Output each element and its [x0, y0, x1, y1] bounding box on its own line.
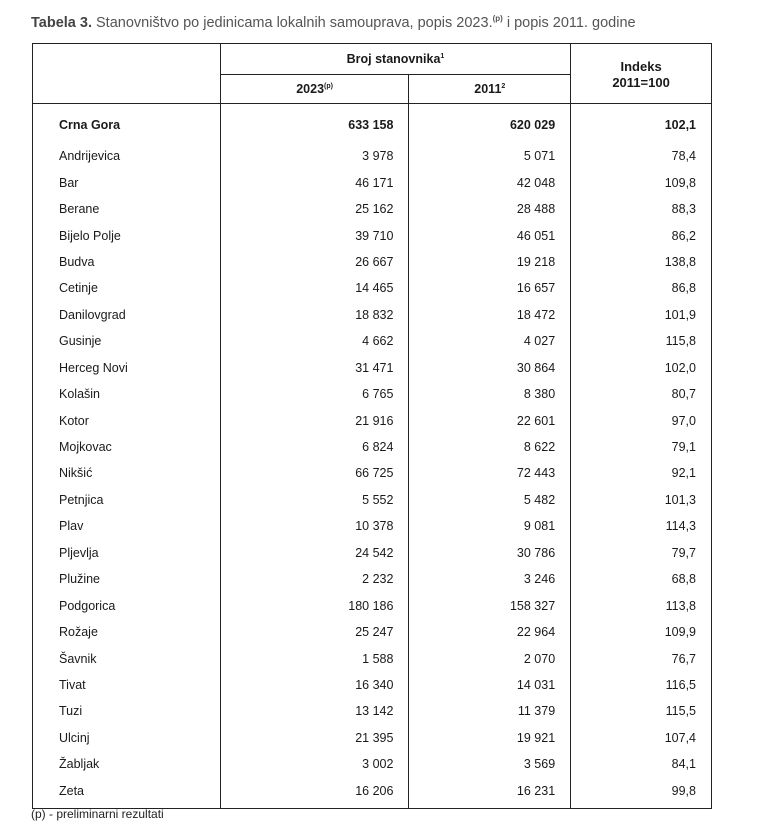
municipality-name: Danilovgrad [33, 302, 221, 328]
population-2011: 22 964 [409, 619, 571, 645]
table-row [33, 566, 712, 592]
population-2011: 11 379 [409, 698, 571, 724]
table-title [31, 14, 636, 31]
municipality-name: Kolašin [33, 381, 221, 407]
table-row [33, 328, 712, 354]
population-2023: 46 171 [220, 169, 409, 195]
index-value: 88,3 [571, 196, 712, 222]
index-value: 138,8 [571, 249, 712, 275]
index-value: 116,5 [571, 672, 712, 698]
population-2011: 158 327 [409, 592, 571, 618]
table-row [33, 698, 712, 724]
header-2011: 2011$^2$ [409, 75, 571, 104]
population-2011: 72 443 [409, 460, 571, 486]
index-value: 79,7 [571, 540, 712, 566]
municipality-name: Žabljak [33, 751, 221, 777]
municipality-name: Podgorica [33, 592, 221, 618]
population-2023: 2 232 [220, 566, 409, 592]
table-row [33, 381, 712, 407]
population-2011: 2 070 [409, 645, 571, 671]
index-value: 102,0 [571, 355, 712, 381]
total-row [33, 104, 712, 144]
population-2011: 19 921 [409, 725, 571, 751]
population-2011: 3 569 [409, 751, 571, 777]
population-2011: 19 218 [409, 249, 571, 275]
population-2011: 42 048 [409, 169, 571, 195]
municipality-name: Petnjica [33, 487, 221, 513]
table-row [33, 645, 712, 671]
index-value: 76,7 [571, 645, 712, 671]
table-row [33, 222, 712, 248]
table-row [33, 196, 712, 222]
table-row [33, 407, 712, 433]
table-row [33, 487, 712, 513]
index-value: 99,8 [571, 778, 712, 809]
table-row [33, 592, 712, 618]
title-sup: (p) [492, 14, 503, 23]
table-row [33, 460, 712, 486]
population-2023: 6 765 [220, 381, 409, 407]
population-2011: 8 622 [409, 434, 571, 460]
municipality-name: Crna Gora [33, 104, 221, 144]
municipality-name: Herceg Novi [33, 355, 221, 381]
table-row [33, 434, 712, 460]
index-value: 86,2 [571, 222, 712, 248]
table-row [33, 169, 712, 195]
index-value: 109,8 [571, 169, 712, 195]
index-value: 113,8 [571, 592, 712, 618]
table-row [33, 275, 712, 301]
index-value: 101,3 [571, 487, 712, 513]
population-2023: 31 471 [220, 355, 409, 381]
index-value: 80,7 [571, 381, 712, 407]
municipality-name: Rožaje [33, 619, 221, 645]
municipality-name: Mojkovac [33, 434, 221, 460]
municipality-name: Plav [33, 513, 221, 539]
municipality-name: Tivat [33, 672, 221, 698]
table-row [33, 302, 712, 328]
municipality-name: Nikšić [33, 460, 221, 486]
population-2011: 46 051 [409, 222, 571, 248]
table-label: Tabela 3. [31, 14, 92, 31]
population-2011: 28 488 [409, 196, 571, 222]
municipality-name: Bar [33, 169, 221, 195]
municipality-name: Šavnik [33, 645, 221, 671]
municipality-name: Kotor [33, 407, 221, 433]
index-value: 101,9 [571, 302, 712, 328]
population-2023: 39 710 [220, 222, 409, 248]
municipality-name: Cetinje [33, 275, 221, 301]
table-row [33, 355, 712, 381]
population-2023: 16 206 [220, 778, 409, 809]
population-2023: 3 978 [220, 143, 409, 169]
population-2023: 66 725 [220, 460, 409, 486]
population-2011: 16 657 [409, 275, 571, 301]
header-empty-cell [33, 44, 221, 104]
table-row [33, 540, 712, 566]
municipality-name: Budva [33, 249, 221, 275]
population-2023: 25 162 [220, 196, 409, 222]
table-row [33, 619, 712, 645]
municipality-name: Ulcinj [33, 725, 221, 751]
table-row [33, 751, 712, 777]
index-value: 114,3 [571, 513, 712, 539]
population-2023: 10 378 [220, 513, 409, 539]
index-value: 102,1 [571, 104, 712, 144]
index-value: 115,5 [571, 698, 712, 724]
population-2023: 3 002 [220, 751, 409, 777]
population-2011: 3 246 [409, 566, 571, 592]
population-2011: 5 071 [409, 143, 571, 169]
table-row [33, 513, 712, 539]
population-2011: 9 081 [409, 513, 571, 539]
population-2023: 13 142 [220, 698, 409, 724]
municipality-name: Plužine [33, 566, 221, 592]
header-broj-stanovnika: Broj stanovnika$^1$ [220, 44, 570, 75]
population-2011: 16 231 [409, 778, 571, 809]
table-row [33, 249, 712, 275]
population-2023: 18 832 [220, 302, 409, 328]
population-2011: 620 029 [409, 104, 571, 144]
index-value: 107,4 [571, 725, 712, 751]
population-2011: 18 472 [409, 302, 571, 328]
index-value: 84,1 [571, 751, 712, 777]
population-2023: 21 916 [220, 407, 409, 433]
index-value: 68,8 [571, 566, 712, 592]
population-2023: 24 542 [220, 540, 409, 566]
municipality-name: Zeta [33, 778, 221, 809]
title-text: Stanovništvo po jedinicama lokalnih samouprava, popis 2023. [96, 14, 493, 31]
municipality-name: Tuzi [33, 698, 221, 724]
population-2011: 22 601 [409, 407, 571, 433]
table-row [33, 778, 712, 809]
population-2023: 14 465 [220, 275, 409, 301]
index-value: 92,1 [571, 460, 712, 486]
municipality-name: Bijelo Polje [33, 222, 221, 248]
municipality-name: Pljevlja [33, 540, 221, 566]
population-2023: 5 552 [220, 487, 409, 513]
table-row [33, 725, 712, 751]
population-2023: 180 186 [220, 592, 409, 618]
title-text-2: i popis 2011. godine [506, 14, 636, 31]
population-2023: 26 667 [220, 249, 409, 275]
population-2023: 16 340 [220, 672, 409, 698]
header-2023: 2023$^{(p)}$ [220, 75, 409, 104]
footnote: (p) - preliminarni rezultati [31, 807, 164, 821]
population-2011: 8 380 [409, 381, 571, 407]
municipality-name: Gusinje [33, 328, 221, 354]
population-2023: 633 158 [220, 104, 409, 144]
index-value: 78,4 [571, 143, 712, 169]
index-value: 115,8 [571, 328, 712, 354]
population-2011: 14 031 [409, 672, 571, 698]
index-value: 97,0 [571, 407, 712, 433]
population-table [32, 43, 712, 809]
population-2011: 30 786 [409, 540, 571, 566]
population-2011: 5 482 [409, 487, 571, 513]
population-2011: 4 027 [409, 328, 571, 354]
table-row [33, 672, 712, 698]
population-2023: 21 395 [220, 725, 409, 751]
index-value: 86,8 [571, 275, 712, 301]
header-indeks: Indeks 2011=100 [571, 44, 712, 104]
population-2023: 6 824 [220, 434, 409, 460]
population-2023: 25 247 [220, 619, 409, 645]
table-row [33, 143, 712, 169]
index-value: 79,1 [571, 434, 712, 460]
municipality-name: Berane [33, 196, 221, 222]
population-2011: 30 864 [409, 355, 571, 381]
population-2023: 1 588 [220, 645, 409, 671]
index-value: 109,9 [571, 619, 712, 645]
municipality-name: Andrijevica [33, 143, 221, 169]
population-2023: 4 662 [220, 328, 409, 354]
